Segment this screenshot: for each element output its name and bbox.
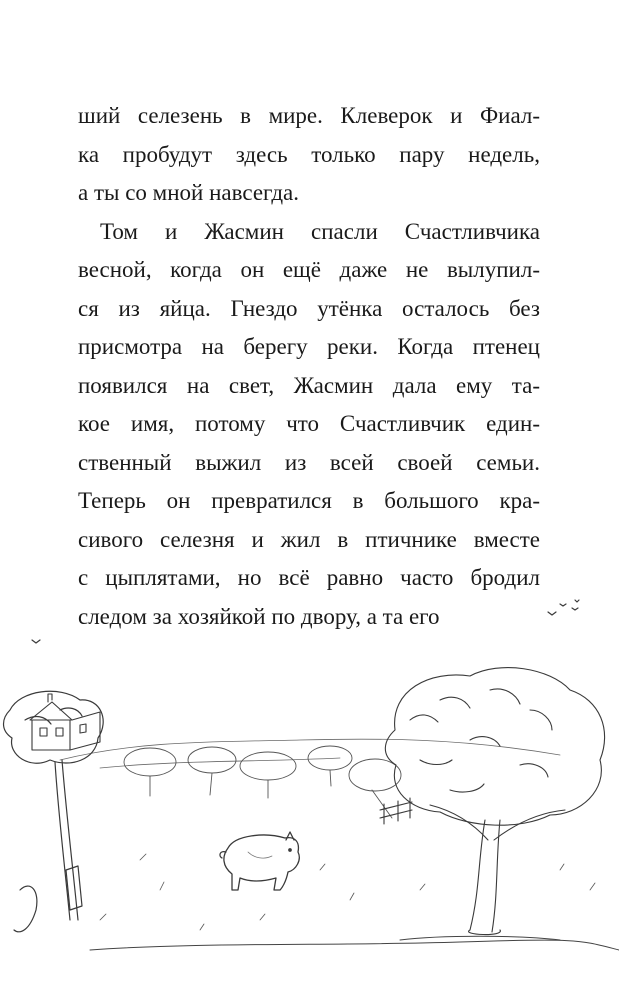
text-line: кое имя, потому что Счастливчик един- [78,411,540,436]
text-line: Том и Жасмин спасли Счастливчика [100,218,540,244]
text-line: весной, когда он ещё даже не вылупил- [78,257,540,282]
text-line: с цыплятами, но всё равно часто бродил [78,565,540,590]
fence-icon [380,798,412,824]
text-line: ка пробудут здесь только пару недель, [78,141,540,167]
text-line: появился на свет, Жасмин дала ему та- [78,372,540,398]
text-line: ственный выжил из всей своей семьи. [78,449,540,475]
text-line: ся из яйца. Гнездо утёнка осталось без [78,295,540,321]
story-text [78,97,540,636]
text-line: Теперь он превратился в большого кра- [78,488,540,513]
text-line: ший селезень в мире. Клеверок и Фиал- [78,103,540,128]
paragraph-2 [78,213,540,637]
orchard-sketch [0,590,619,1000]
farmhouse-icon [30,694,100,750]
pig-icon [220,832,299,890]
text-line: сивого селезня и жил в птичнике вместе [78,526,540,552]
text-line: присмотра на берегу реки. Когда птенец [78,334,540,359]
paragraph-1 [78,97,540,213]
text-line: следом за хозяйкой по двору, а та его [78,603,440,629]
text-line: а ты со мной навсегда. [78,180,299,205]
birds-icon [32,600,579,643]
